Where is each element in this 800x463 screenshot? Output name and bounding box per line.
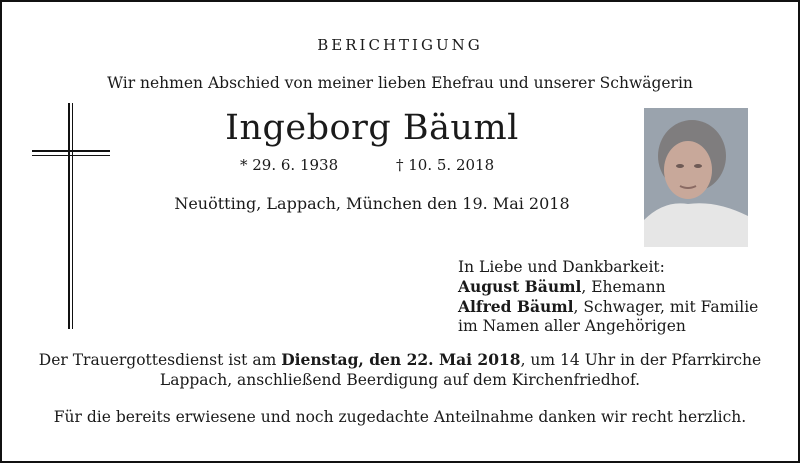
cross-horizontal-line <box>32 155 110 156</box>
member-role: , Schwager, mit Familie <box>573 298 759 316</box>
family-member-2 <box>458 297 758 317</box>
member-name: Alfred Bäuml <box>458 297 574 316</box>
cross-horizontal-bar <box>32 150 110 152</box>
death-date: † 10. 5. 2018 <box>396 156 495 174</box>
intro-line: Wir nehmen Abschied von meiner lieben Ehefrau und unserer Schwägerin <box>107 74 693 92</box>
service-text-2: , um 14 Uhr in der Pfarrkirche <box>520 351 762 369</box>
service-info <box>2 350 798 390</box>
family-intro: In Liebe und Dankbarkeit: <box>458 258 665 276</box>
family-block <box>458 258 758 336</box>
service-text: Der Trauergottesdienst ist am <box>38 351 282 369</box>
member-name: August Bäuml <box>458 277 582 296</box>
correction-heading: BERICHTIGUNG <box>317 36 483 54</box>
service-line-1 <box>2 350 798 370</box>
thanks-line: Für die bereits erwiesene und noch zugedachte Anteilnahme danken wir recht herzlich. <box>53 408 747 426</box>
family-closing: im Namen aller Angehörigen <box>458 317 686 335</box>
birth-date: * 29. 6. 1938 <box>240 156 339 174</box>
portrait-photo <box>644 108 748 247</box>
deceased-name: Ingeborg Bäuml <box>225 108 519 148</box>
service-line-2: Lappach, anschließend Beerdigung auf dem Kirchenfriedhof. <box>159 371 641 389</box>
place-and-date: Neuötting, Lappach, München den 19. Mai 2018 <box>174 194 570 213</box>
service-date: Dienstag, den 22. Mai 2018 <box>281 350 521 369</box>
member-role: , Ehemann <box>581 278 666 296</box>
portrait-image <box>644 108 748 247</box>
family-member-1 <box>458 277 758 297</box>
